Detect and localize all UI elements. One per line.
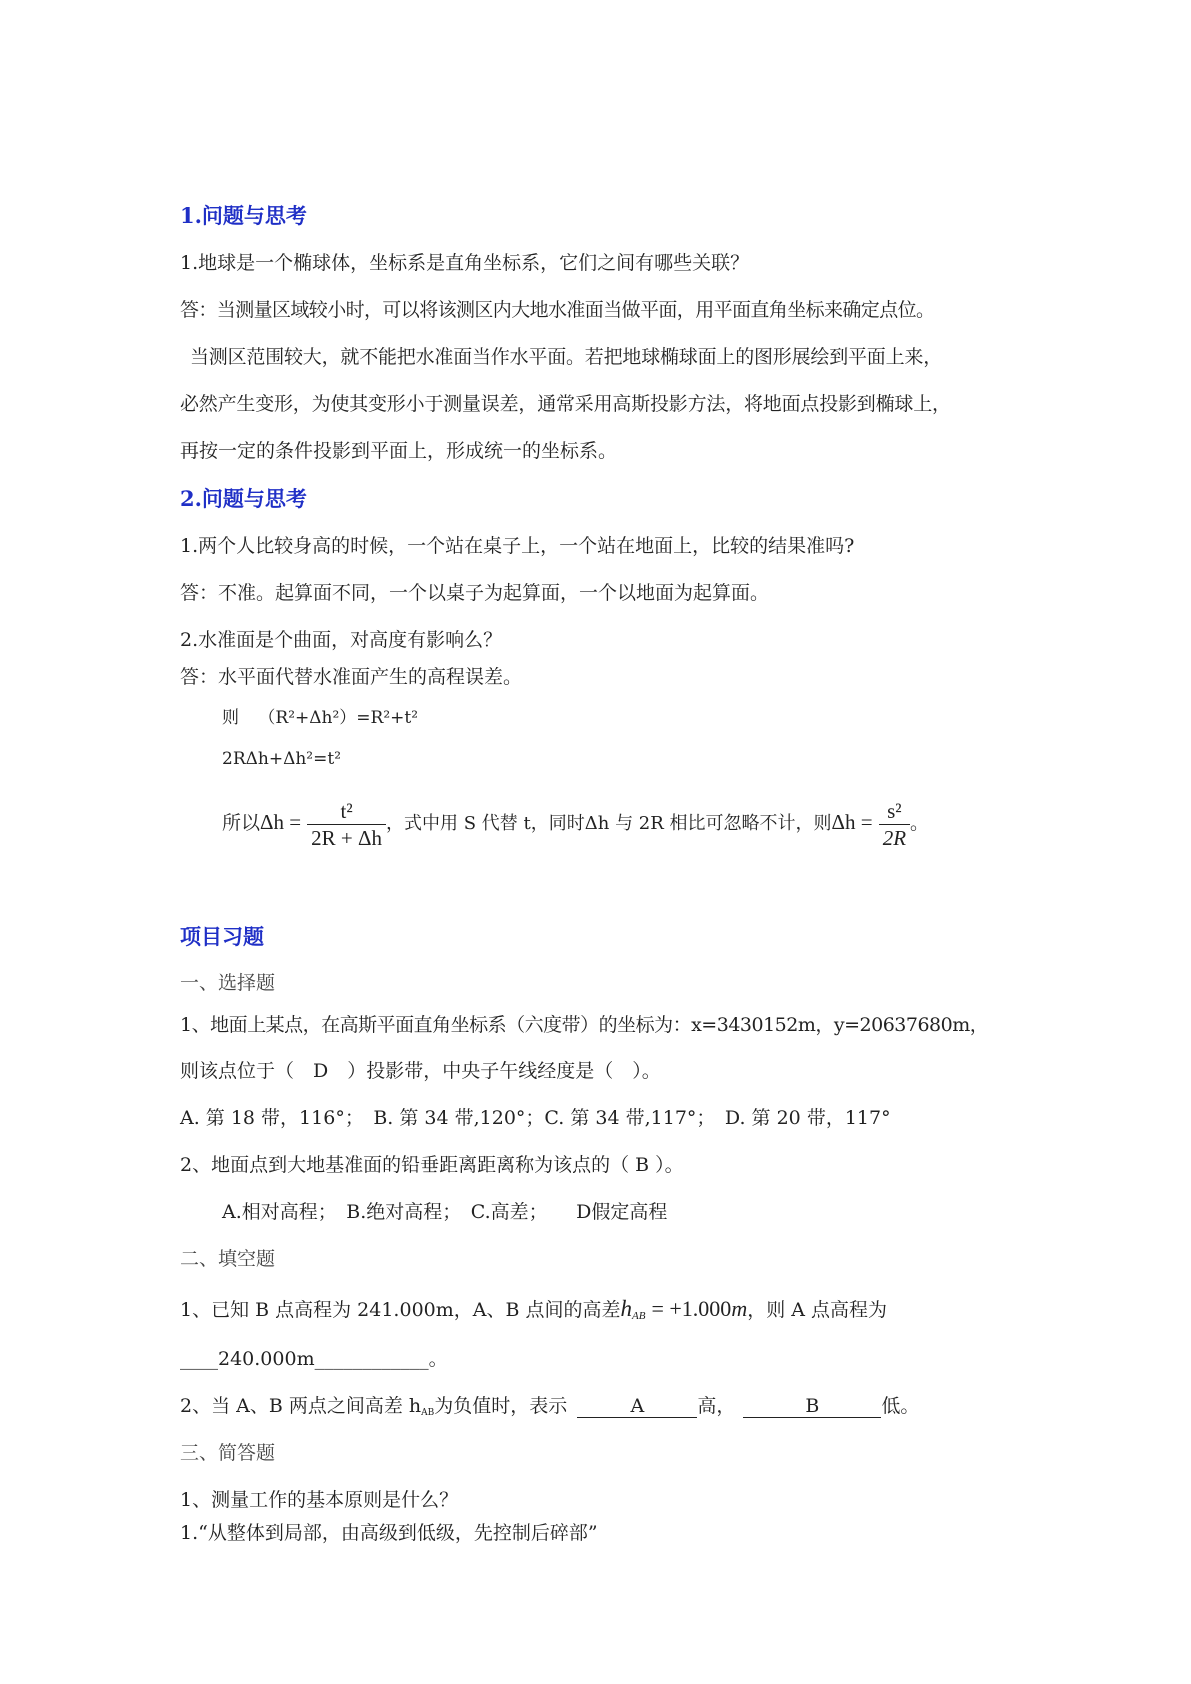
fill-q2-blank2: B <box>743 1395 881 1418</box>
fill-q2-prefix: 2、当 A、B 两点之间高差 h <box>180 1395 422 1417</box>
fill-q1-answer: 240.000m <box>218 1348 315 1370</box>
equation-3-lhs: Δh = <box>260 810 302 834</box>
choice-q2-options: A.相对高程； B.绝对高程； C.高差； D假定高程 <box>222 1201 668 1223</box>
section1-answer-line3: 必然产生变形，为使其变形小于测量误差，通常采用高斯投影方法，将地面点投影到椭球上， <box>180 393 951 415</box>
equation-3-text: ，式中用 S 代替 t，同时Δh 与 2R 相比可忽略不计，则 <box>386 813 832 834</box>
fill-q1-equals: = +1.000 <box>651 1296 732 1321</box>
fill-section-title: 二、填空题 <box>180 1248 276 1270</box>
fill-q1-answer-lead: ____ <box>180 1348 218 1370</box>
section1-answer-line1: 答：当测量区域较小时，可以将该测区内大地水准面当做平面，用平面直角坐标来确定点位。 <box>180 299 935 321</box>
section1-answer-line2: 当测区范围较大，就不能把水准面当作水平面。若把地球椭球面上的图形展绘到平面上来， <box>190 346 943 368</box>
equation-1 <box>222 705 418 731</box>
choice-section-title: 一、选择题 <box>180 972 276 994</box>
equation-1-prefix: 则 <box>222 708 239 728</box>
fill-q1-line2 <box>180 1346 448 1372</box>
fill-q1-unit: m <box>731 1296 748 1321</box>
equation-3-denominator2: 2R <box>879 824 910 851</box>
fill-q1-line1 <box>180 1296 887 1323</box>
fill-q1-answer-tail: ____________。 <box>314 1348 448 1370</box>
choice-q1-options: A. 第 18 带，116°； B. 第 34 带,120°；C. 第 34 带,117°； D. 第 20 带，117° <box>180 1107 891 1129</box>
equation-3-fraction <box>307 798 386 851</box>
equation-3-numerator: t² <box>340 798 353 823</box>
section1-question: 1.地球是一个椭球体，坐标系是直角坐标系，它们之间有哪些关联？ <box>180 252 750 274</box>
section2-question1: 1.两个人比较身高的时候，一个站在桌子上，一个站在地面上，比较的结果准吗? <box>180 535 855 557</box>
equation-3-lhs2: Δh = <box>831 810 873 834</box>
short-answer-a1: 1.“从整体到局部，由高级到低级，先控制后碎部” <box>180 1522 598 1544</box>
exercises-heading: 项目习题 <box>180 924 264 949</box>
short-answer-section-title: 三、简答题 <box>180 1442 276 1464</box>
equation-2: 2RΔh+Δh²=t² <box>222 749 342 769</box>
section2-question2: 2.水准面是个曲面，对高度有影响么？ <box>180 629 503 651</box>
fill-q1-suffix: ，则 A 点高程为 <box>747 1299 888 1321</box>
choice-q2: 2、地面点到大地基准面的铅垂距离距离称为该点的（ B ）。 <box>180 1154 684 1176</box>
section2-answer1: 答：不准。起算面不同，一个以桌子为起算面，一个以地面为起算面。 <box>180 582 770 604</box>
equation-3-numerator2: s² <box>887 798 902 823</box>
fill-q1-h: h <box>620 1296 632 1321</box>
equation-3-prefix: 所以 <box>222 812 261 834</box>
section1-heading: 1.问题与思考 <box>180 203 307 228</box>
equation-1-body: （R²+Δh²）=R²+t² <box>258 708 419 728</box>
short-answer-q1: 1、测量工作的基本原则是什么？ <box>180 1489 459 1511</box>
fill-q2 <box>180 1393 919 1419</box>
fill-q2-middle: 为负值时，表示 <box>434 1395 568 1417</box>
fill-q2-low: 低。 <box>881 1395 920 1417</box>
choice-q1-line1: 1、地面上某点，在高斯平面直角坐标系（六度带）的坐标为：x=3430152m，y=20637680m， <box>180 1014 989 1036</box>
fill-q1-subscript: AB <box>631 1310 646 1322</box>
fill-q2-high: 高， <box>697 1395 736 1417</box>
fill-q1-prefix: 1、已知 B 点高程为 241.000m，A、B 点间的高差 <box>180 1299 621 1321</box>
section2-heading: 2.问题与思考 <box>180 486 307 511</box>
fill-q2-blank1: A <box>577 1395 697 1418</box>
equation-3-denominator: 2R + Δh <box>307 824 386 851</box>
fill-q2-subscript: AB <box>421 1408 435 1418</box>
equation-3 <box>222 792 929 852</box>
section2-answer2: 答：水平面代替水准面产生的高程误差。 <box>180 666 523 688</box>
section1-answer-line4: 再按一定的条件投影到平面上，形成统一的坐标系。 <box>180 440 618 462</box>
equation-3-fraction2 <box>879 798 910 851</box>
choice-q1-line2: 则该点位于（ D ）投影带，中央子午线经度是（ ）。 <box>180 1060 661 1082</box>
equation-3-end: 。 <box>910 812 930 834</box>
